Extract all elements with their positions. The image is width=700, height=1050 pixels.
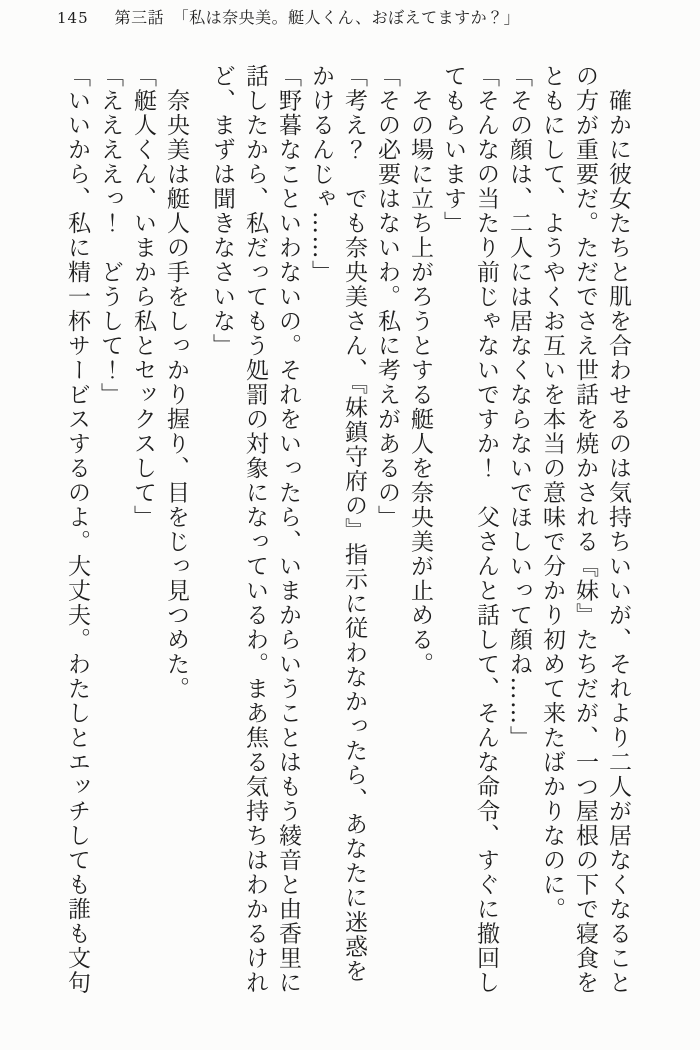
text-line: その場に立ち上がろうとする艇人を奈央美が止める。 — [407, 64, 433, 677]
text-line: の方が重要だ。ただでさえ世話を焼かされる『妹』たちだが、一つ屋根の下で寝食を — [572, 64, 598, 995]
text-line: てもらいます」 — [440, 64, 466, 236]
text-line: 話したから、私だってもう処罰の対象になっているわ。まあ焦る気持ちはわかるけれ — [242, 64, 268, 995]
text-line: 「そんなの当たり前じゃないですか！ 父さんと話して、そんな命令、すぐに撤回し — [473, 64, 499, 995]
text-line: 「その必要はないわ。私に考えがあるの」 — [374, 64, 400, 530]
text-line: かけるんじゃ……」 — [308, 64, 334, 285]
text-line: 「艇人くん、いまから私とセックスして」 — [130, 64, 156, 530]
text-line: 「考え？ でも奈央美さん、『妹鎮守府の』指示に従わなかったら、あなたに迷惑を — [341, 64, 367, 984]
text-line: ともにして、ようやくお互いを本当の意味で分かり初めて来たばかりなのに。 — [539, 64, 565, 922]
text-line: 確かに彼女たちと肌を合わせるのは気持ちいいが、それより二人が居なくなること — [605, 64, 631, 995]
text-line: 「野暮なこといわないの。それをいったら、いまからいうことはもう綾音と由香里に — [275, 64, 301, 995]
page-header — [57, 8, 680, 27]
text-line: 「その顔は、二人には居なくならないでほしいって顔ね……」 — [506, 64, 532, 750]
text-line: 「ええええっ！ どうして！」 — [97, 64, 123, 407]
chapter-running-title: 第三話 「私は奈央美。艇人くん、おぼえてますか？」 — [114, 8, 521, 27]
text-line: 「いいから、私に精一杯サービスするのよ。大丈夫。わたしとエッチしても誰も文句 — [64, 64, 90, 995]
page-number: 145 — [57, 9, 89, 27]
text-line: 奈央美は艇人の手をしっかり握り、目をじっ見つめた。 — [163, 64, 189, 701]
text-line: ど、まずは聞きなさいな」 — [209, 64, 235, 358]
vertical-text-block — [60, 64, 634, 1004]
